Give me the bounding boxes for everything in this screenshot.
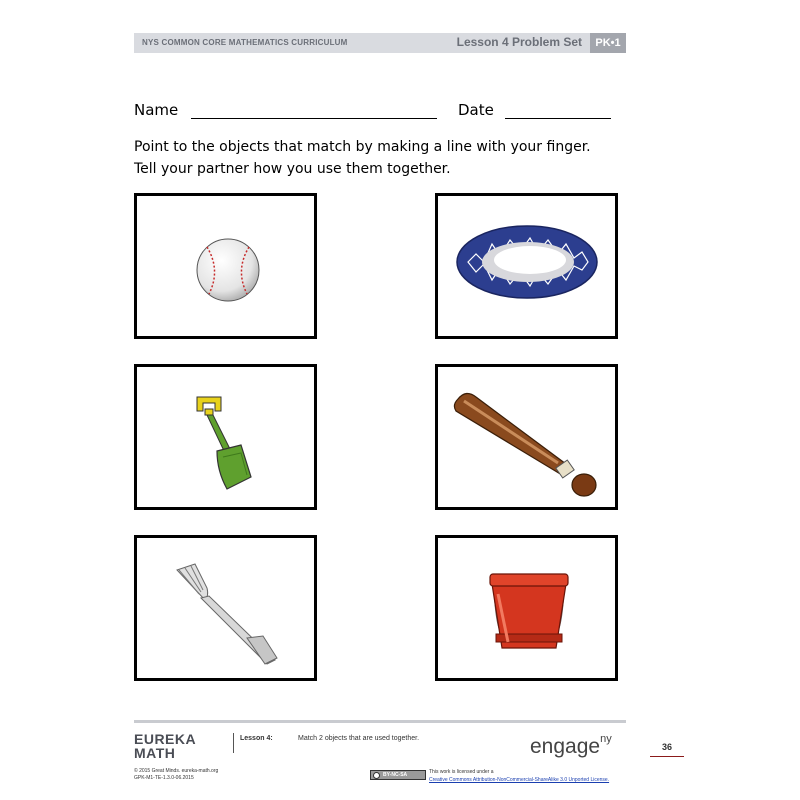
name-field[interactable]: [134, 101, 437, 119]
card-fork[interactable]: [134, 535, 317, 681]
baseball-icon: [137, 196, 314, 336]
footer-rule: [134, 720, 626, 723]
date-field[interactable]: [458, 101, 611, 119]
footer-lesson-description: Match 2 objects that are used together.: [298, 735, 420, 742]
license-link[interactable]: Creative Commons Attribution-NonCommercial-ShareAlike 3.0 Unported License.: [429, 777, 610, 783]
footer-separator: [233, 733, 234, 753]
baseball-bat-icon: [438, 367, 615, 507]
lesson-title: Lesson 4 Problem Set: [456, 35, 582, 49]
plate-icon: [438, 196, 615, 336]
instructions: Point to the objects that match by making a line with your finger. Tell your partner how you use them together.: [134, 139, 591, 177]
name-label: Name: [134, 101, 179, 119]
card-baseball[interactable]: [134, 193, 317, 339]
eureka-math-logo: EUREKA MATH: [134, 731, 197, 761]
cc-license-badge[interactable]: BY-NC-SA: [370, 770, 426, 780]
cc-icon: [373, 772, 380, 779]
grade-badge: PK•1: [590, 33, 626, 53]
date-blank[interactable]: [505, 103, 611, 119]
fork-icon: [137, 538, 314, 678]
footer-lesson-label: Lesson 4:: [240, 735, 273, 742]
card-shovel[interactable]: [134, 364, 317, 510]
page-number: 36: [650, 742, 684, 757]
shovel-icon: [137, 367, 314, 507]
curriculum-title: NYS COMMON CORE MATHEMATICS CURRICULUM: [142, 38, 348, 47]
engage-ny-logo: engage$^{ny}$: [530, 733, 612, 758]
name-blank[interactable]: [191, 103, 437, 119]
license-text: This work is licensed under a Creative Commons Attribution-NonCommercial-ShareAlike 3.0 Unported License.: [429, 769, 610, 783]
date-label: Date: [458, 101, 494, 119]
bucket-icon: [438, 538, 615, 678]
card-baseball-bat[interactable]: [435, 364, 618, 510]
header-bar: [134, 33, 626, 53]
copyright: © 2015 Great Minds. eureka-math.org GPK-M1-TE-1.3.0-06.2015: [134, 768, 219, 781]
card-plate[interactable]: [435, 193, 618, 339]
card-bucket[interactable]: [435, 535, 618, 681]
